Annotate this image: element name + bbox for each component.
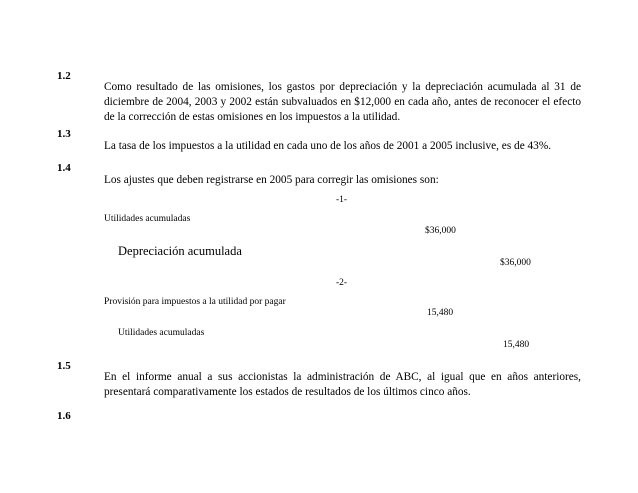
section-number-1-6: 1.6 [57,410,71,422]
entry-1-credit-amount: $36,000 [500,258,531,268]
section-1-4-text: Los ajustes que deben registrarse en 2005 para corregir las omisiones son: [104,174,439,186]
entry-2-debit-account: Provisión para impuestos a la utilidad por pagar [104,297,286,307]
section-number-1-5: 1.5 [57,360,71,372]
entry-2-label: -2- [336,278,348,288]
section-1-2-text: Como resultado de las omisiones, los gastos por depreciación y la depreciación acumulada al 31 de diciembre de 2004, 2003 y 2002 están subvaluados en $12,000 en cada año, antes de reconocer el efecto de la corrección de estas omisiones en los impuestos a la utilidad. [104,81,581,123]
entry-2-credit-amount: 15,480 [503,340,530,350]
entry-1-debit-account: Utilidades acumuladas [104,214,191,224]
section-number-1-4: 1.4 [57,162,71,174]
section-1-3-text: La tasa de los impuestos a la utilidad en cada uno de los años de 2001 a 2005 inclusive, es de 43%. [104,140,552,152]
section-1-5-text: En el informe anual a sus accionistas la administración de ABC, al igual que en años anteriores, presentará comparativamente los estados de resultados de los últimos cinco años. [104,371,581,398]
section-number-1-3: 1.3 [57,128,71,140]
entry-2-debit-amount: 15,480 [427,308,454,318]
entry-1-debit-amount: $36,000 [425,226,456,236]
entry-2-credit-account: Utilidades acumuladas [118,328,205,338]
section-number-1-2: 1.2 [57,70,71,82]
entry-1-label: -1- [336,195,348,205]
entry-1-credit-account: Depreciación acumulada [118,244,242,258]
